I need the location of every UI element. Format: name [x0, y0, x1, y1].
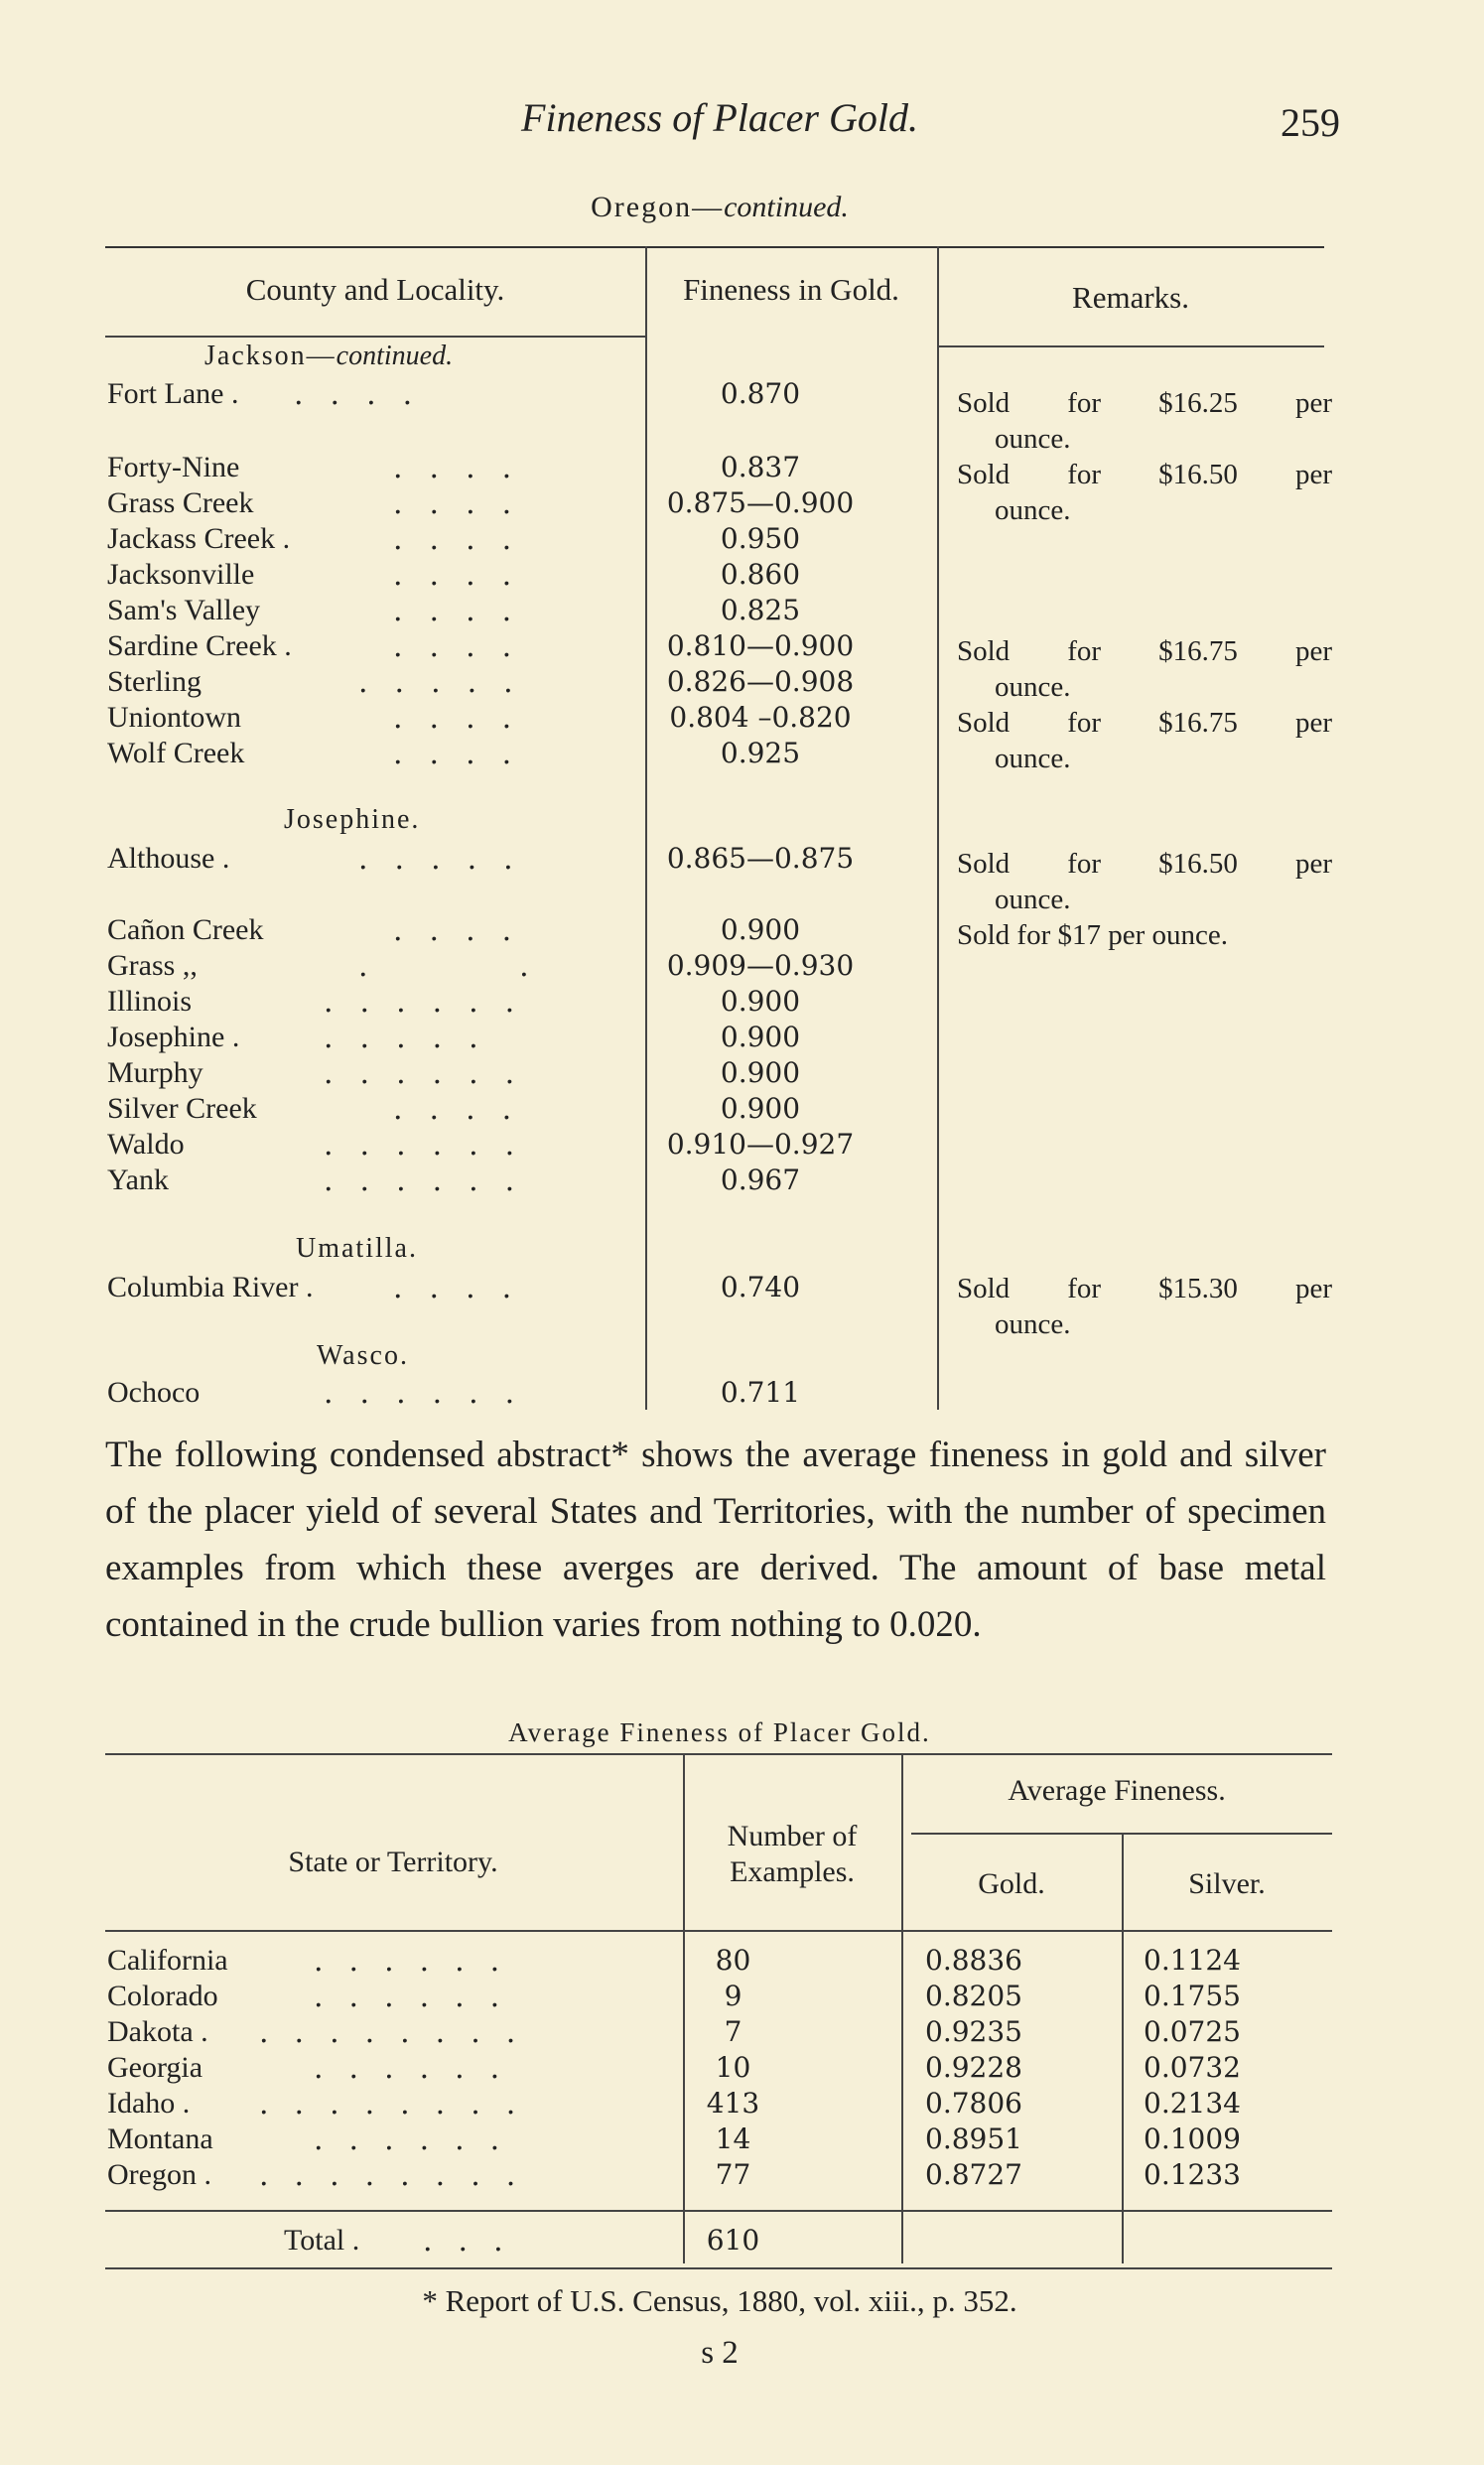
- body-paragraph: The following condensed abstract* shows the average fineness in gold and silver of the placer yield of several States and Territories, with the number of specimen examples from which these averges are derived. The amount of base metal contained in the crude bullion varies from nothing to 0.020.: [105, 1435, 1326, 1645]
- header-rule: [937, 345, 1324, 347]
- remark: Sold for $16.75 per ounce.: [957, 707, 1332, 774]
- remark: Sold for $16.25 per ounce.: [957, 387, 1332, 455]
- column-divider: [937, 246, 939, 1410]
- county-heading: Josephine.: [284, 804, 421, 835]
- header-rule: [105, 336, 645, 338]
- remark: Sold for $16.75 per ounce.: [957, 635, 1332, 703]
- col-header-fineness: Fineness in Gold.: [683, 272, 899, 307]
- signature-mark: s 2: [701, 2335, 739, 2371]
- remark: Sold for $15.30 per ounce.: [957, 1273, 1332, 1340]
- table-top-rule: [105, 246, 1324, 248]
- col-header-remarks: Remarks.: [1072, 280, 1189, 315]
- remark: Sold for $16.50 per ounce.: [957, 459, 1332, 526]
- county-heading: Umatilla.: [296, 1233, 418, 1264]
- table-top-rule: [105, 1753, 1332, 1755]
- table-bottom-rule: [105, 2267, 1332, 2269]
- state-name: Oregon—: [591, 191, 725, 223]
- col-header-state: State or Territory.: [288, 1846, 498, 1878]
- table2-title: Average Fineness of Placer Gold.: [508, 1717, 931, 1747]
- remark: Sold for $17 per ounce.: [957, 919, 1229, 951]
- col-header-average: Average Fineness.: [1008, 1774, 1226, 1807]
- footnote: * Report of U.S. Census, 1880, vol. xiii., p. 352.: [422, 2283, 1017, 2318]
- county-heading: Jackson—continued.: [204, 341, 454, 371]
- average-fineness-table: State or Territory. Number of Examples. Average Fineness. Gold. Silver. California ...... 80 0.8836 0.1124 Colorado ...... 9 0.8205 0.1755 Dakota . ........ 7 0.9235 0.0725 Georgia ...... 10 0.9228 0.0732 Idaho . ........ 413 0.7806 0.2134 Montana ...... 14 0.8951 0.1009 Oregon . ........ 77 0.8727 0.1233 Total . ... 610: [105, 1753, 1332, 2269]
- table-section-title: [0, 191, 1439, 224]
- header-rule: [105, 1930, 1332, 1932]
- county-heading: Wasco.: [317, 1340, 409, 1371]
- total-rule: [105, 2210, 1332, 2212]
- col-header-silver: Silver.: [1188, 1867, 1266, 1900]
- col-header-gold: Gold.: [978, 1867, 1045, 1900]
- running-head-title: Fineness of Placer Gold.: [521, 95, 918, 140]
- column-divider: [645, 246, 647, 1410]
- col-header-county: County and Locality.: [245, 272, 505, 307]
- continued-label: continued.: [724, 191, 849, 223]
- remark: Sold for $16.50 per ounce.: [957, 848, 1332, 915]
- col-header-examples: Number of Examples.: [727, 1820, 858, 1888]
- header-rule: [911, 1833, 1332, 1835]
- page-number: 259: [1281, 100, 1340, 145]
- fineness-table: County and Locality. Fineness in Gold. Remarks. Jackson—continued. Josephine. Umatilla. Wasco. Fort Lane . .... 0.870 Forty-Nine .... 0.837 Grass Creek .... 0.875—0.900 Jackass Creek . .... 0.950 Jacksonville .... 0.860 Sam's Valley .... 0.825 Sardine Creek . .... 0.810—0.900 Sterling ..... 0.826—0.908 Uniontown .... 0.804 –0.820 Wolf Creek .... 0.925 Althouse . ..... 0.865—0.875 Cañon Creek .... 0.900 Grass ,, . . 0.909—0.930 Illinois ...... 0.900 Josephine . ..... 0.900 Murphy ...... 0.900 Silver Creek .... 0.900 Waldo ...... 0.910—0.927 Yank ...... 0.967 Columbia River . .... 0.740 Ochoco ...... 0.711 Sold for $16.25 per ounce. Sold for $16.50 per ounce. Sold for $16.75 per ounce. Sold for $16.75 per ounce. Sold for $16.50 per ounce. Sold for $17 per ounce. Sold for $15.30 per ounce.: [105, 238, 1324, 1410]
